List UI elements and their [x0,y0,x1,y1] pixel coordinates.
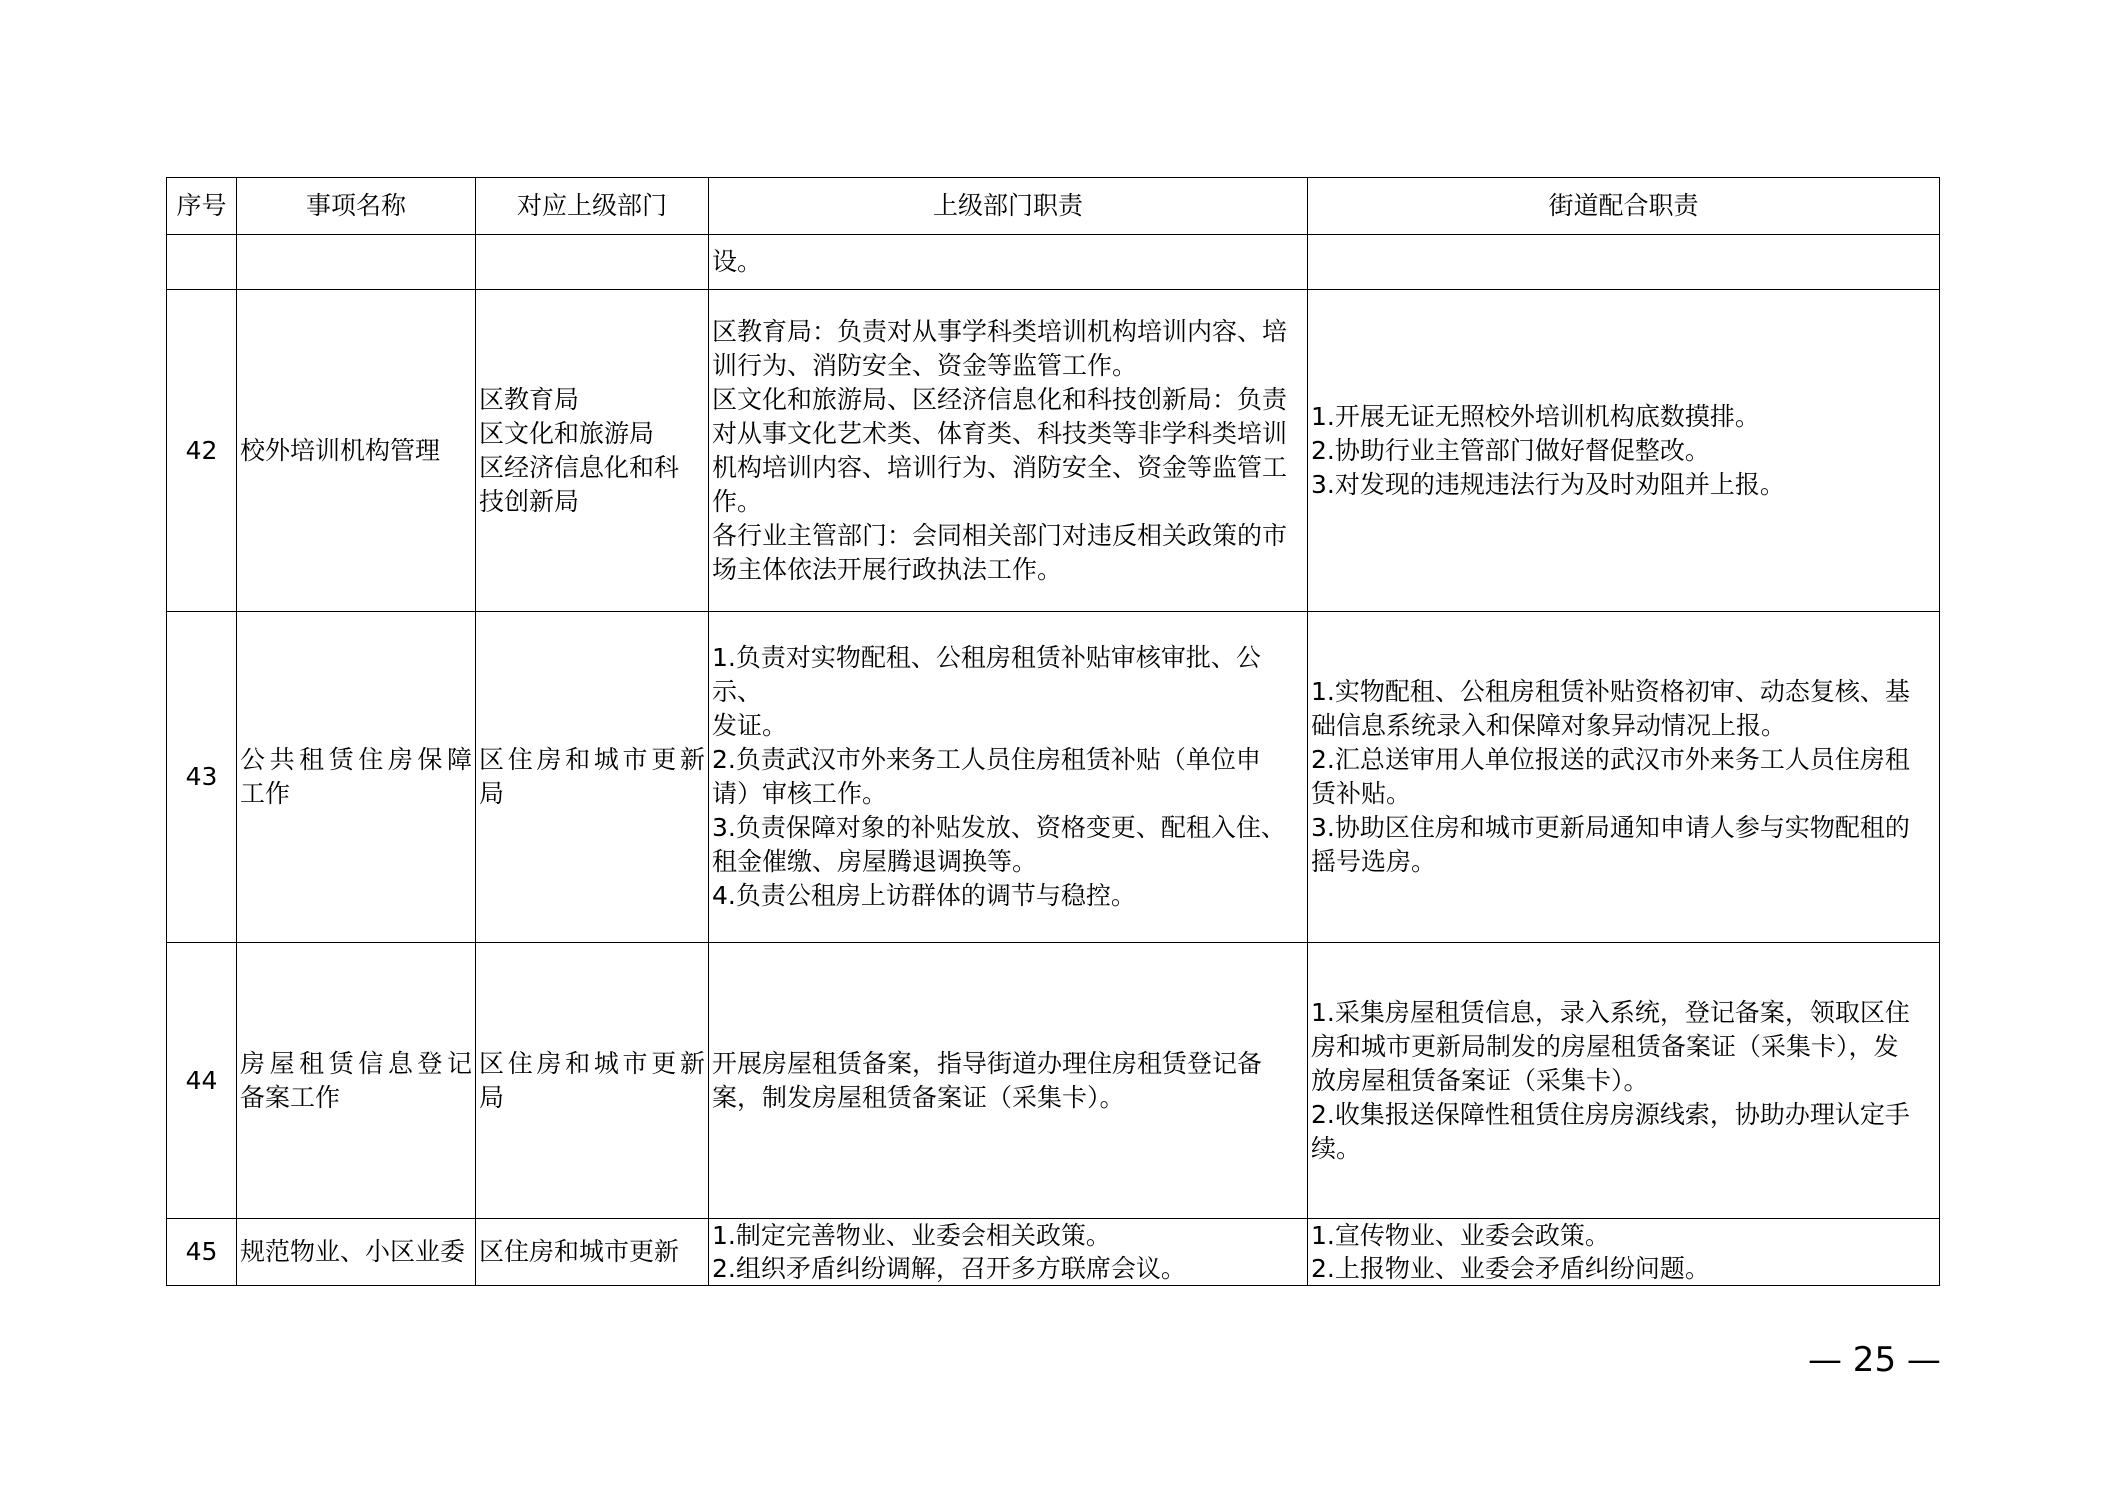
cell-street-duty [1308,1219,1940,1286]
street-duty-line: 2.协助行业主管部门做好督促整改。 [1311,435,1710,465]
cell-serial-number: 44 [167,943,237,1219]
cell-upper-duty [709,1219,1308,1286]
table-row-45 [167,1219,1940,1286]
department-line: 区住房和城市更新 [479,1048,705,1078]
table-row-42 [167,290,1940,612]
cell-serial-number: 45 [167,1219,237,1286]
cell-item-name [237,612,476,943]
cell-street-duty [1308,290,1940,612]
cell-upper-duty: 设。 [709,235,1308,290]
department-line: 局 [479,779,505,808]
duty-line: 请）审核工作。 [712,779,888,808]
item-line: 备案工作 [240,1082,341,1112]
cell-street-duty [1308,943,1940,1219]
cell-item-name: 规范物业、小区业委 [237,1219,476,1286]
cell-street-duty [1308,612,1940,943]
duty-line: 2.负责武汉市外来务工人员住房租赁补贴（单位申 [712,745,1261,774]
cell-upper-department [476,612,709,943]
header-street-duty: 街道配合职责 [1308,178,1940,235]
cell-upper-department: 区住房和城市更新 [476,1219,709,1286]
street-duty-line: 续。 [1311,1133,1362,1163]
department-line: 区文化和旅游局 [479,418,655,448]
table-row-43 [167,612,1940,943]
cell-upper-duty [709,290,1308,612]
street-duty-line: 3.协助区住房和城市更新局通知申请人参与实物配租的 [1311,813,1910,842]
cell-empty [1308,235,1940,290]
street-duty-line: 1.宣传物业、业委会政策。 [1311,1221,1610,1250]
duty-line: 4.负责公租房上访群体的调节与稳控。 [712,881,1136,910]
cell-serial-number: 42 [167,290,237,612]
item-line: 房屋租赁信息登记 [240,1048,472,1078]
department-line: 区教育局 [479,384,580,414]
street-duty-line: 放房屋租赁备案证（采集卡）。 [1311,1065,1649,1095]
cell-empty [167,235,237,290]
cell-upper-department [476,943,709,1219]
duty-line: 1.制定完善物业、业委会相关政策。 [712,1221,1111,1250]
street-duty-line: 2.上报物业、业委会矛盾纠纷问题。 [1311,1254,1710,1283]
duty-line: 场主体依法开展行政执法工作。 [712,554,1063,584]
header-serial-number: 序号 [167,178,237,235]
street-duty-line: 2.收集报送保障性租赁住房房源线索，协助办理认定手 [1311,1099,1910,1129]
header-upper-department: 对应上级部门 [476,178,709,235]
duty-line: 2.组织矛盾纠纷调解，召开多方联席会议。 [712,1254,1186,1283]
street-duty-line: 1.采集房屋租赁信息，录入系统，登记备案，领取区住 [1311,997,1910,1027]
cell-item-name: 校外培训机构管理 [237,290,476,612]
table-header-row [167,178,1940,235]
cell-serial-number: 43 [167,612,237,943]
cell-upper-duty [709,612,1308,943]
duty-line: 开展房屋租赁备案，指导街道办理住房租赁登记备 [712,1048,1263,1078]
duty-line: 区文化和旅游局、区经济信息化和科技创新局：负责 [712,384,1288,414]
duty-line: 3.负责保障对象的补贴发放、资格变更、配租入住、 [712,813,1286,842]
duty-line: 1.负责对实物配租、公租房租赁补贴审核审批、公示、 [712,643,1261,706]
street-duty-line: 础信息系统录入和保障对象异动情况上报。 [1311,711,1787,740]
street-duty-line: 1.实物配租、公租房租赁补贴资格初审、动态复核、基 [1311,677,1910,706]
duty-table [166,177,1940,1286]
cell-empty [237,235,476,290]
duty-line: 训行为、消防安全、资金等监管工作。 [712,350,1138,380]
item-line: 公共租赁住房保障 [240,745,472,774]
street-duty-line: 1.开展无证无照校外培训机构底数摸排。 [1311,401,1760,431]
department-line: 区住房和城市更新 [479,745,705,774]
street-duty-line: 3.对发现的违规违法行为及时劝阻并上报。 [1311,469,1785,499]
table-row-44 [167,943,1940,1219]
cell-empty [476,235,709,290]
duty-line: 发证。 [712,711,788,740]
duty-line: 区教育局：负责对从事学科类培训机构培训内容、培 [712,316,1288,346]
street-duty-line: 赁补贴。 [1311,779,1412,808]
page-number: — 25 — [1808,1340,1941,1380]
department-line: 局 [479,1082,505,1112]
street-duty-line: 房和城市更新局制发的房屋租赁备案证（采集卡），发 [1311,1031,1899,1061]
cell-upper-duty [709,943,1308,1219]
cell-item-name [237,943,476,1219]
header-upper-duty: 上级部门职责 [709,178,1308,235]
duty-line: 案，制发房屋租赁备案证（采集卡）。 [712,1082,1125,1112]
table-row-continuation [167,235,1940,290]
street-duty-line: 摇号选房。 [1311,847,1437,876]
duty-line: 对从事文化艺术类、体育类、科技类等非学科类培训 [712,418,1288,448]
duty-line: 机构培训内容、培训行为、消防安全、资金等监管工 [712,452,1288,482]
header-item-name: 事项名称 [237,178,476,235]
cell-upper-department [476,290,709,612]
department-line: 区经济信息化和科 [479,452,680,482]
duty-line: 租金催缴、房屋腾退调换等。 [712,847,1038,876]
department-line: 技创新局 [479,486,580,516]
item-line: 工作 [240,779,291,808]
street-duty-line: 2.汇总送审用人单位报送的武汉市外来务工人员住房租 [1311,745,1910,774]
duty-line: 作。 [712,486,763,516]
duty-line: 各行业主管部门：会同相关部门对违反相关政策的市 [712,520,1288,550]
